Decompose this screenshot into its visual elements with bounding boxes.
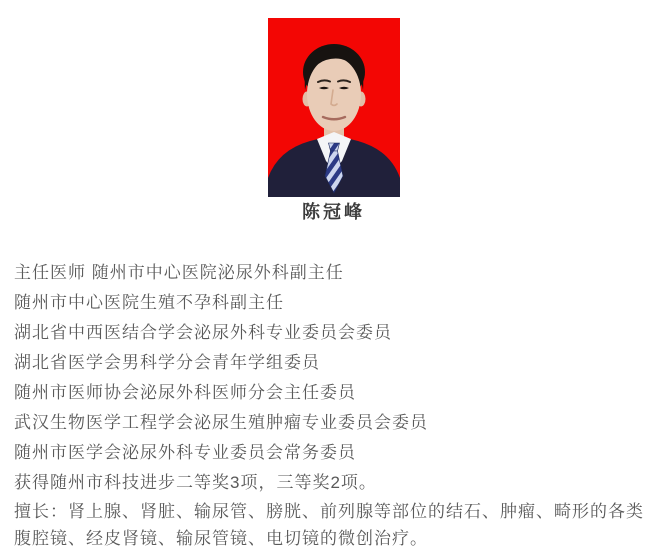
- specialty-text: 擅长：肾上腺、肾脏、输尿管、膀胱、前列腺等部位的结石、肿瘤、畸形的各类腹腔镜、经皮肾镜、输尿管镜、电切镜的微创治疗。: [14, 502, 644, 548]
- credential-line: 随州市医师协会泌尿外科医师分会主任委员: [14, 383, 356, 402]
- credential-line: 湖北省医学会男科学分会青年学组委员: [14, 353, 320, 372]
- portrait-photo-graphic: [268, 18, 400, 197]
- portrait-photo: [268, 18, 400, 197]
- tie-knot: [328, 143, 339, 151]
- credential-line: 随州市中心医院生殖不孕科副主任: [14, 293, 284, 312]
- credential-line: 湖北省中西医结合学会泌尿外科专业委员会委员: [14, 323, 392, 342]
- credential-line: 主任医师 随州市中心医院泌尿外科副主任: [14, 263, 344, 282]
- credentials-list: [14, 258, 653, 498]
- person-name: 陈冠峰: [302, 202, 365, 222]
- credential-line: 获得随州市科技进步二等奖3项，三等奖2项。: [14, 473, 377, 492]
- credential-line: 武汉生物医学工程学会泌尿生殖肿瘤专业委员会委员: [14, 413, 428, 432]
- credential-line: 随州市医学会泌尿外科专业委员会常务委员: [14, 443, 356, 462]
